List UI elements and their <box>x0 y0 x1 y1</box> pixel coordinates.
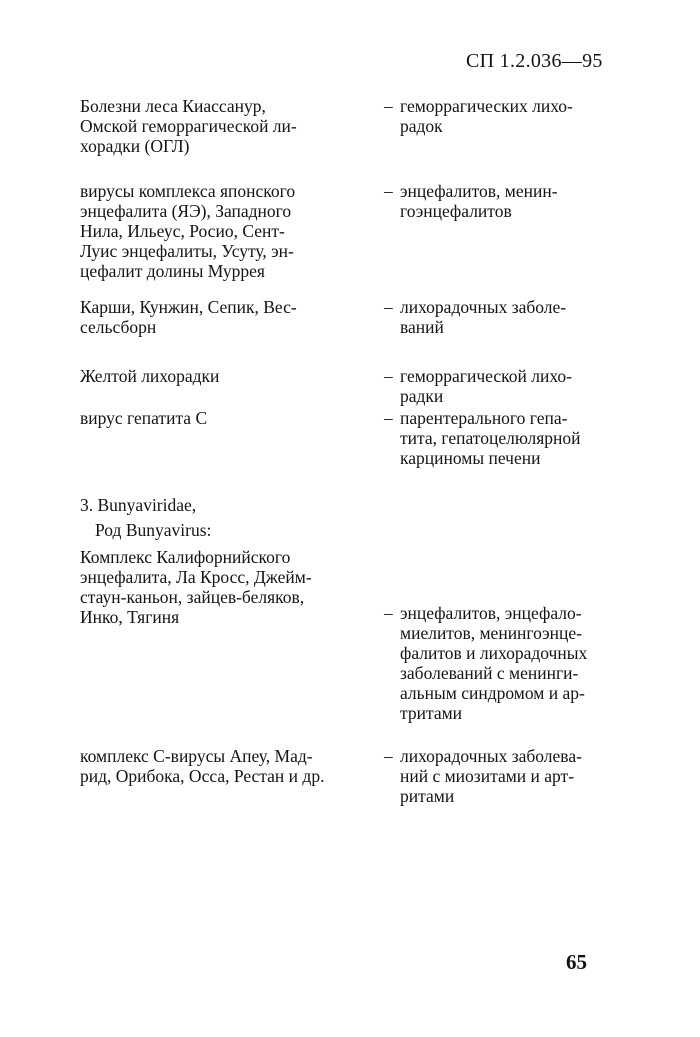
disease-description: – лихорадочных заболе- ваний <box>384 297 567 337</box>
family-name: 3. Bunyaviridae, <box>80 495 197 515</box>
virus-name: Карши, Кунжин, Сепик, Вес- сельсборн <box>80 297 297 337</box>
document-code: СП 1.2.036—95 <box>466 50 603 72</box>
virus-name: вирус гепатита С <box>80 408 208 428</box>
disease-description: – лихорадочных заболева- ний с миозитами и арт- ритами <box>384 746 582 806</box>
disease-description: – энцефалитов, менин- гоэнцефалитов <box>384 181 558 221</box>
virus-name: комплекс С-вирусы Апеу, Мад- рид, Орибока, Осса, Рестан и др. <box>80 746 325 786</box>
virus-name: Комплекс Калифорнийского энцефалита, Ла Кросс, Джейм- стаун-каньон, зайцев-беляков, Инко, Тягиня <box>80 547 312 627</box>
page-number: 65 <box>566 950 587 974</box>
disease-description: – геморрагической лихо- радки <box>384 366 572 406</box>
genus-name: Род Bunyavirus: <box>95 520 212 540</box>
virus-name: Болезни леса Киассанур, Омской геморрагической ли- хорадки (ОГЛ) <box>80 96 297 156</box>
virus-name: вирусы комплекса японского энцефалита (ЯЭ), Западного Нила, Ильеус, Росио, Сент- Луис энцефалиты, Усуту, эн- цефалит долины Муррея <box>80 181 296 281</box>
disease-description: – энцефалитов, энцефало- миелитов, менингоэнце- фалитов и лихорадочных заболеваний с менинги- альным синдромом и ар- тритами <box>384 603 588 723</box>
disease-description: – парентерального гепа- тита, гепатоцелюлярной карциномы печени <box>384 408 581 468</box>
disease-description: – геморрагических лихо- радок <box>384 96 573 136</box>
virus-name: Желтой лихорадки <box>80 366 220 386</box>
